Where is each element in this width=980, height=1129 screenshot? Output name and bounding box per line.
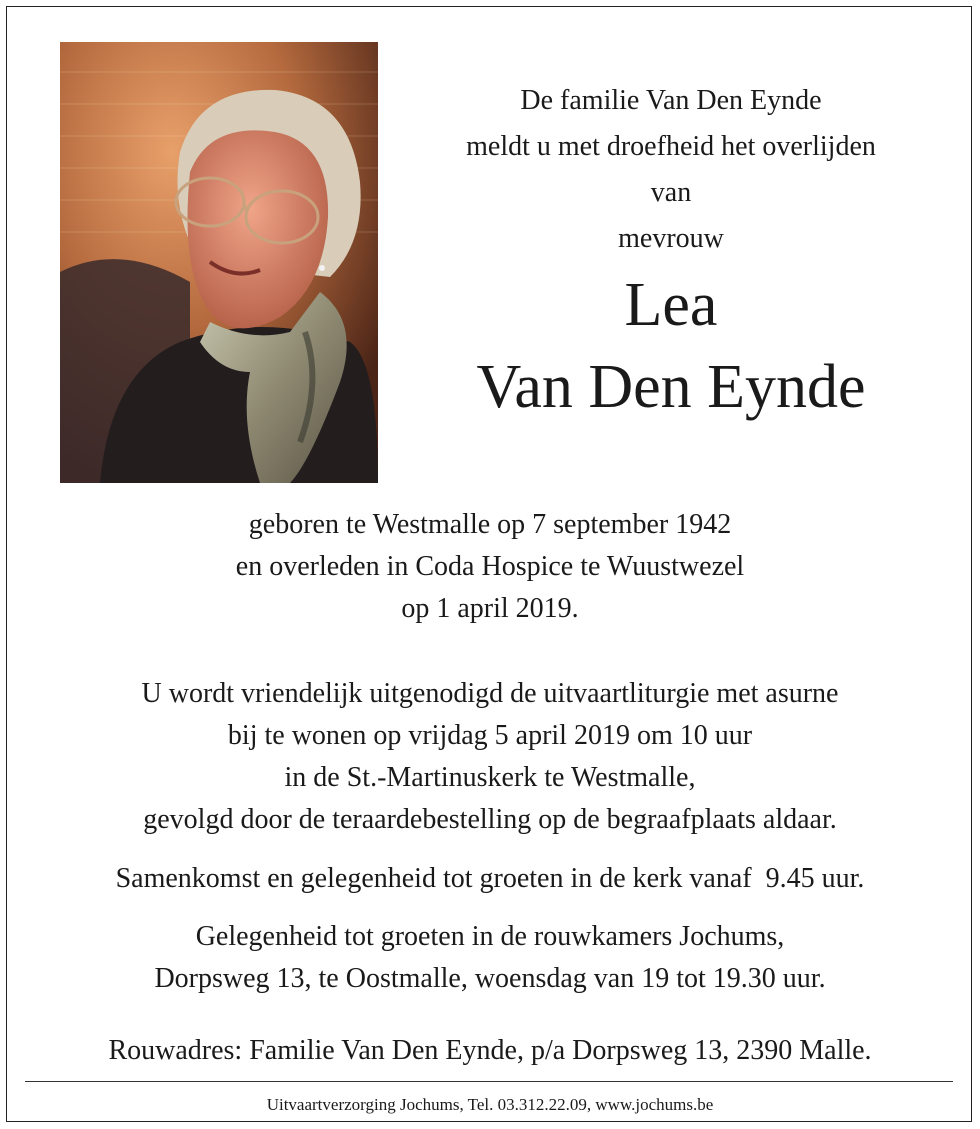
ceremony-invitation: [14, 673, 966, 841]
deceased-last-name: Van Den Eynde: [476, 353, 866, 421]
ceremony-line-3: in de St.-Martinuskerk te Westmalle,: [284, 762, 696, 793]
gathering-info: Samenkomst en gelegenheid tot groeten in de kerk vanaf 9.45 uur.: [115, 863, 865, 894]
birth-line: geboren te Westmalle op 7 september 1942: [248, 509, 732, 540]
mourning-address: Rouwadres: Familie Van Den Eynde, p/a Dorpsweg 13, 2390 Malle.: [108, 1035, 872, 1066]
title-line: mevrouw: [618, 223, 724, 254]
deceased-first-name: Lea: [624, 271, 718, 339]
viewing-line-2: Dorpsweg 13, te Oostmalle, woensdag van 19 tot 19.30 uur.: [154, 963, 826, 994]
announcement-line: meldt u met droefheid het overlijden: [466, 131, 876, 162]
ceremony-line-1: U wordt vriendelijk uitgenodigd de uitvaartliturgie met asurne: [141, 678, 839, 709]
funeral-home-footer: Uitvaartverzorging Jochums, Tel. 03.312.22.09, www.jochums.be: [266, 1095, 714, 1114]
viewing-info: [14, 916, 966, 1000]
footer-divider: [25, 1081, 953, 1082]
of-line: van: [650, 177, 692, 208]
life-dates: [14, 504, 966, 630]
ceremony-line-4: gevolgd door de teraardebestelling op de begraafplaats aldaar.: [143, 804, 837, 835]
viewing-line-1: Gelegenheid tot groeten in de rouwkamers Jochums,: [195, 921, 785, 952]
announcement-intro: [385, 78, 957, 262]
death-date-line: op 1 april 2019.: [401, 593, 579, 624]
death-place-line: en overleden in Coda Hospice te Wuustwezel: [235, 551, 745, 582]
portrait-photo: [60, 42, 378, 483]
ceremony-line-2: bij te wonen op vrijdag 5 april 2019 om 10 uur: [227, 720, 753, 751]
family-line: De familie Van Den Eynde: [520, 85, 822, 116]
